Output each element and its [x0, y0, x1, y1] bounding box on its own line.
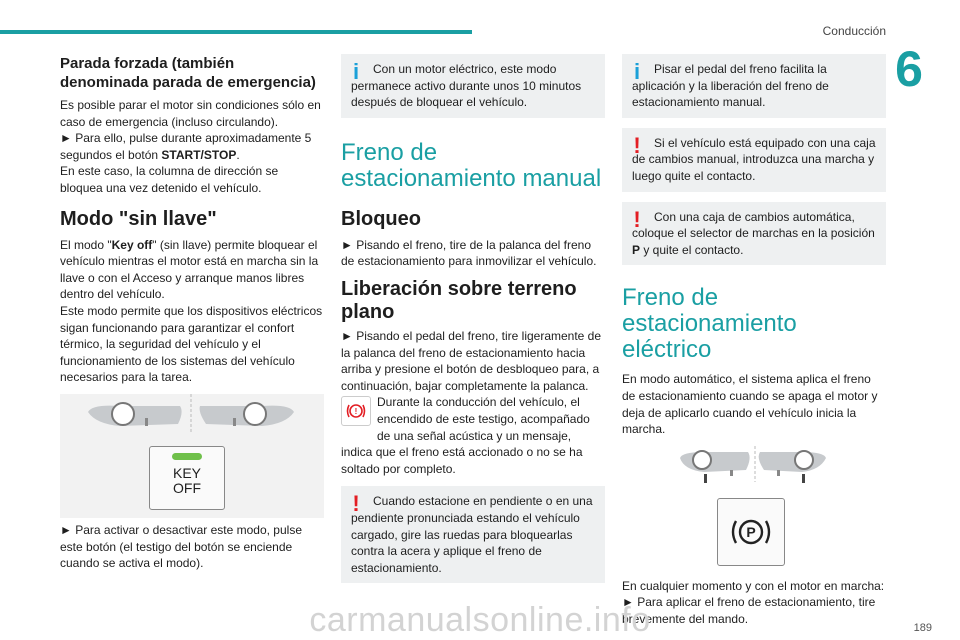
info-note: i Pisar el pedal del freno facilita la aplicación y la liberación del freno de estacionamiento manual.: [622, 54, 886, 118]
led-indicator: [172, 453, 202, 460]
warning-icon: !: [633, 206, 641, 232]
parking-brake-p-icon: [717, 498, 785, 566]
heading-keyless: Modo "sin llave": [60, 207, 217, 230]
off-label: OFF: [173, 479, 201, 496]
column-middle: [341, 54, 605, 583]
heading-release: Liberación sobre terreno plano: [341, 277, 577, 323]
header-accent-bar: [0, 30, 472, 34]
column-right: [622, 54, 886, 628]
info-icon: i: [633, 59, 641, 84]
paragraph: ► Pisando el pedal del freno, tire ligeramente de la palanca del freno de estacionamiento hacia arriba y presione el botón de desbloqueo para, a continuación, bajar completamente la palanca.: [341, 328, 602, 393]
column-left: [60, 54, 324, 572]
warning-icon: !: [633, 132, 641, 158]
section-title: Conducción: [822, 24, 886, 38]
paragraph: ► Para ello, pulse durante aproximadamente 5 segundos el botón START/STOP.: [60, 131, 312, 162]
paragraph: Este modo permite que los dispositivos eléctricos sigan funcionando para garantizar el confort térmico, la seguridad del vehículo y el funcionamiento de los sistemas del vehículo necesarios para la tarea.: [60, 303, 323, 385]
figure-key-off: [60, 394, 324, 518]
svg-text:!: !: [354, 407, 358, 417]
key-label: KEY: [172, 464, 201, 481]
info-note: i Con un motor eléctrico, este modo permanece activo durante unos 10 minutos después de bloquear el vehículo.: [341, 54, 605, 118]
heading-manual-brake: Freno de estacionamiento manual: [341, 138, 602, 192]
svg-text:P: P: [746, 523, 756, 540]
info-icon: i: [352, 59, 360, 84]
paragraph: En modo automático, el sistema aplica el freno de estacionamiento cuando se apaga el motor y deja de aplicarlo cuando el vehículo inicia la marcha.: [622, 372, 878, 437]
heading-lock: Bloqueo: [341, 207, 421, 230]
paragraph: ► Para aplicar el freno de estacionamiento, tire brevemente del mando.: [622, 595, 876, 626]
key-off-button-icon: [149, 446, 225, 510]
paragraph: Es posible parar el motor sin condiciones sólo en caso de emergencia (incluso circulando).: [60, 98, 321, 129]
heading-electric-brake: Freno de estacionamiento eléctrico: [622, 284, 797, 364]
paragraph: ► Pisando el freno, tire de la palanca del freno de estacionamiento para inmovilizar el vehículo.: [341, 237, 597, 269]
paragraph: El modo "Key off" (sin llave) permite bloquear el vehículo mientras el motor está en marcha sin la llave o con el Acceso y arranque manos libres dentro del vehículo.: [60, 237, 319, 302]
warning-light-paragraph: ! Durante la conducción del vehículo, el encendido de este testigo, acompañado de una señal acústica y un mensaje, indica que el freno está accionado o no se ha soltado por completo.: [341, 395, 590, 476]
paragraph: En cualquier momento y con el motor en marcha:: [622, 578, 885, 593]
warning-note: ! Si el vehículo está equipado con una caja de cambios manual, introduzca una marcha y luego quite el contacto.: [622, 128, 886, 192]
paragraph: En este caso, la columna de dirección se bloquea una vez detenido el vehículo.: [60, 164, 279, 195]
paragraph: ► Para activar o desactivar este modo, pulse este botón (el testigo del botón se enciende cuando se activa el modo).: [60, 522, 302, 571]
heading-forced-stop: Parada forzada (también denominada parada de emergencia): [60, 55, 316, 91]
chapter-number: 6: [895, 41, 923, 97]
page-number: 189: [913, 622, 932, 634]
warning-icon: !: [352, 491, 360, 517]
figure-electric-brake: [622, 446, 886, 566]
watermark: carmanualsonline.info: [309, 601, 651, 639]
warning-note: ! Cuando estacione en pendiente o en una pendiente pronunciada estando el vehículo cargado, gire las ruedas para bloquearlas contra la acera y aplique el freno de estacionamiento.: [341, 486, 605, 583]
warning-note: ! Con una caja de cambios automática, coloque el selector de marchas en la posición P y quite el contacto.: [622, 202, 886, 266]
steering-wheel-icon: [622, 446, 886, 490]
brake-warning-icon: [341, 396, 371, 426]
